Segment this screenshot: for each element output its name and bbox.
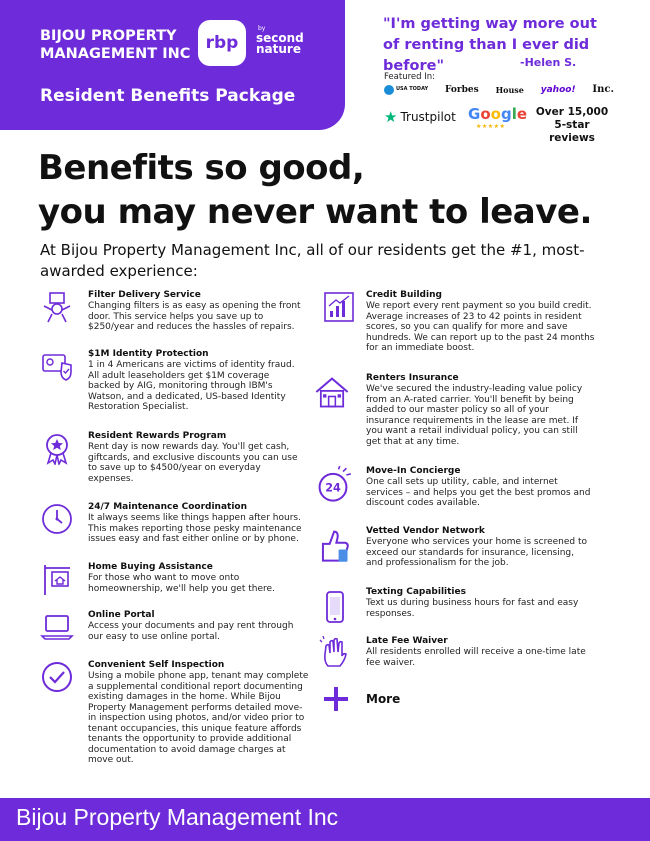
- identity-shield-icon: [40, 349, 74, 383]
- benefit-title: Move-In Concierge: [366, 466, 461, 476]
- benefit-title: Renters Insurance: [366, 373, 459, 383]
- benefit-desc: We've secured the industry-leading value policy from an A-rated carrier. You'll benefit by being added to our master policy so all of your insurance requirements in the lease are met. If you want a retail individual policy, you can still get that at any time.: [366, 384, 583, 447]
- featured-label: Featured In:: [384, 72, 435, 82]
- benefit-title: Texting Capabilities: [366, 587, 466, 597]
- benefit-desc: We report every rent payment so you build credit. Average increases of 23 to 42 points in resident scores, so you can qualify for more and save hundreds. We can report up to the past 24 months for an immediate boost.: [366, 301, 595, 353]
- benefit-title: Home Buying Assistance: [88, 562, 213, 572]
- benefit-title: Resident Rewards Program: [88, 431, 227, 441]
- second-nature-logo: second nature: [256, 31, 304, 56]
- benefit-desc: Rent day is now rewards day. You'll get cash, giftcards, and exclusive discounts you can use to save up to $4500/year on everyday expenses.: [88, 442, 298, 484]
- benefit-desc: For those who want to move onto homeownership, we'll help you get there.: [88, 573, 275, 594]
- headline-line-1: Benefits so good,: [38, 148, 365, 188]
- svg-text:24: 24: [325, 481, 341, 495]
- more-label: More: [366, 692, 401, 706]
- benefit-title: Online Portal: [88, 610, 155, 620]
- benefit-desc: 1 in 4 Americans are victims of identity fraud. All adult leaseholders get $1M coverage backed by AIG, monitoring through IBM's Watson, and a dedicated, US-based Identity Restoration Specialist.: [88, 360, 295, 412]
- laptop-icon: [40, 610, 74, 644]
- rbp-logo: rbp: [198, 20, 246, 66]
- more-item[interactable]: [322, 685, 400, 713]
- benefit-title: Late Fee Waiver: [366, 636, 448, 646]
- trustpilot-star-icon: ★: [384, 108, 398, 126]
- google-logo: Google: [468, 105, 528, 123]
- benefit-title: Convenient Self Inspection: [88, 660, 225, 670]
- plus-icon: [322, 685, 350, 713]
- home-sign-icon: [40, 562, 74, 596]
- benefit-title: $1M Identity Protection: [88, 349, 209, 359]
- credit-chart-icon: [322, 290, 356, 324]
- testimonial-quote: "I'm getting way more out of renting than I ever did before": [383, 16, 597, 74]
- trustpilot-logo: ★ Trustpilot: [384, 108, 456, 126]
- benefit-desc: Access your documents and pay rent through our easy to use online portal.: [88, 621, 294, 642]
- benefit-desc: One call sets up utility, cable, and internet services – and helps you get the best promos and discount codes available.: [366, 477, 591, 508]
- press-logos: [384, 84, 614, 95]
- concierge-24-icon: [314, 466, 352, 504]
- review-count: Over 15,000 5-star reviews: [535, 106, 609, 144]
- testimonial-author: -Helen S.: [520, 56, 577, 69]
- benefit-title: Vetted Vendor Network: [366, 526, 485, 536]
- benefit-title: Credit Building: [366, 290, 442, 300]
- benefit-desc: It always seems like things happen after hours. This makes reporting those pesky maintenance issues easy and fast either online or by phone.: [88, 513, 302, 544]
- phone-icon: [318, 587, 352, 627]
- headline: [38, 146, 638, 234]
- benefit-desc: Using a mobile phone app, tenant may complete a supplemental conditional report documenting existing damages in the home. While Bijou Property Management performs detailed move-in inspection using photos, and/or video prior to tenant occupancies, this unique feature affords tenants the opportunity to provide additional documentation to avoid damage charges at move out.: [88, 671, 309, 765]
- insured-house-icon: [312, 373, 352, 411]
- benefit-desc: Everyone who services your home is screened to exceed our standards for insurance, licensing, and professionalism for the job.: [366, 537, 587, 568]
- benefit-title: 24/7 Maintenance Coordination: [88, 502, 247, 512]
- yahoo-logo: yahoo!: [540, 84, 576, 95]
- checkmark-circle-icon: [40, 660, 74, 694]
- clock-icon: [40, 502, 74, 536]
- benefit-desc: Text us during business hours for fast and easy responses.: [366, 598, 579, 619]
- headline-line-2: you may never want to leave.: [38, 192, 592, 232]
- filter-delivery-icon: [40, 290, 74, 324]
- thumbs-up-icon: [314, 526, 352, 564]
- forbes-logo: Forbes: [444, 84, 479, 95]
- usa-today-logo: USA TODAY: [384, 85, 428, 95]
- footer-company: Bijou Property Management Inc: [16, 804, 339, 830]
- usa-today-dot-icon: [384, 85, 394, 95]
- company-name: BIJOU PROPERTY MANAGEMENT INC: [40, 28, 191, 62]
- rewards-badge-icon: [40, 431, 74, 465]
- benefit-desc: All residents enrolled will receive a one-time late fee waiver.: [366, 647, 586, 668]
- package-title: Resident Benefits Package: [40, 86, 296, 106]
- waving-hand-icon: [318, 636, 352, 670]
- benefit-title: Filter Delivery Service: [88, 290, 201, 300]
- intro-text: At Bijou Property Management Inc, all of our residents get the #1, most-awarded experience:: [40, 241, 585, 280]
- house-logo: House: [495, 84, 524, 95]
- header-panel: [0, 0, 345, 130]
- by-text: by: [258, 25, 266, 32]
- inc-logo: Inc.: [592, 84, 614, 95]
- benefit-desc: Changing filters is as easy as opening the front door. This service helps you save up to $250/year and reduces the hassles of repairs.: [88, 301, 301, 332]
- google-stars: ★★★★★: [476, 123, 506, 130]
